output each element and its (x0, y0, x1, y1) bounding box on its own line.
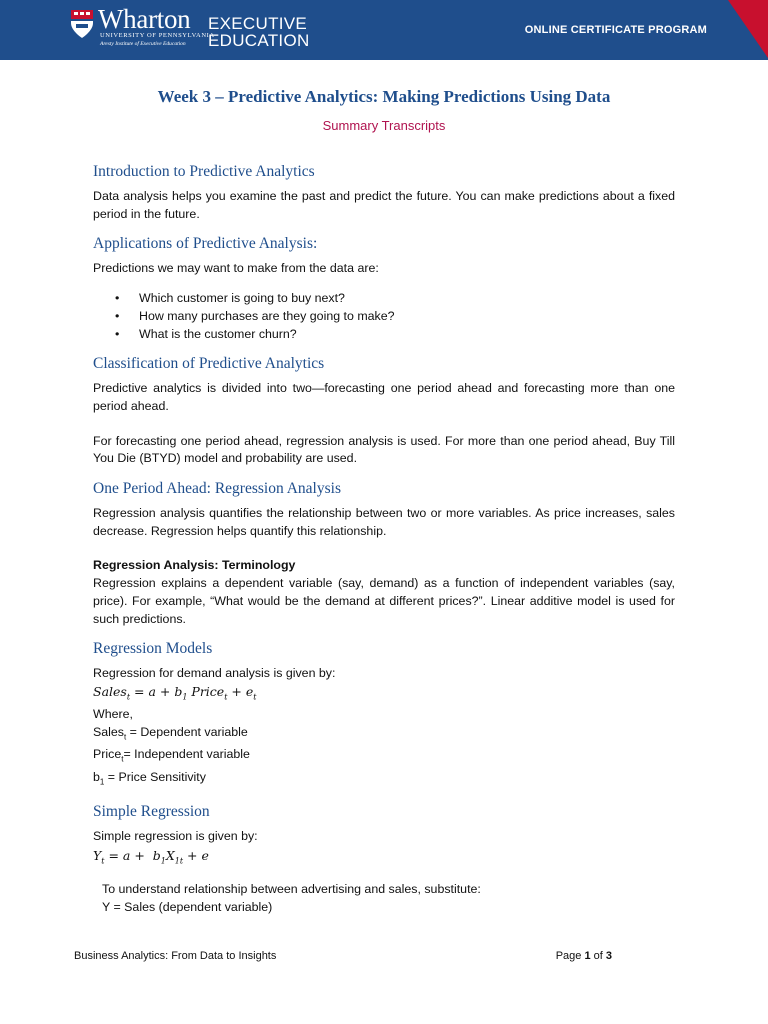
paragraph: Regression explains a dependent variable (say, demand) as a function of independent variables (say, price). For example, “What would be the demand at different prices?”. Linear additive model is used for such predictions. (93, 576, 675, 626)
section-models (93, 639, 675, 790)
paragraph: Predictive analytics is divided into two—forecasting one period ahead and forecasting more than one period ahead. (93, 381, 675, 413)
corner-accent (728, 0, 768, 58)
logo-university: UNIVERSITY OF PENNSYLVANIA (100, 32, 215, 39)
page-subtitle: Summary Transcripts (322, 118, 446, 133)
section-applications (93, 234, 675, 343)
page-title: Week 3 – Predictive Analytics: Making Predictions Using Data (157, 87, 611, 106)
paragraph: Regression analysis quantifies the relationship between two or more variables. As price increases, sales decrease. Regression helps quantify this relationship. (93, 506, 675, 538)
subheading: Regression Analysis: Terminology (93, 558, 296, 573)
page-number: Page 1 of 3 (555, 950, 612, 962)
bullet-list (93, 290, 675, 343)
section-heading: Regression Models (93, 640, 213, 658)
definition: Price$_t$= Independent variable (93, 747, 250, 764)
section-intro (93, 162, 675, 223)
section-one-period (93, 479, 675, 628)
section-heading: Applications of Predictive Analysis: (93, 235, 318, 253)
unit-line-2: EDUCATION (208, 31, 310, 50)
logo-institute: Aresty Institute of Executive Education (100, 41, 186, 47)
simple-formula: $Y_t = a + b_1X_{1t} + e$ (93, 848, 209, 866)
footer-course: Business Analytics: From Data to Insights (74, 950, 277, 962)
paragraph: To understand relationship between advertising and sales, substitute: (102, 881, 481, 896)
list-item: • How many purchases are they going to make? (139, 308, 675, 326)
program-label: ONLINE CERTIFICATE PROGRAM (524, 24, 707, 36)
section-classification (93, 354, 675, 468)
paragraph: Where, (93, 707, 133, 722)
paragraph: Y = Sales (dependent variable) (102, 899, 273, 914)
header-banner (0, 0, 768, 60)
list-item: • Which customer is going to buy next? (139, 290, 675, 308)
list-item: • What is the customer churn? (139, 326, 675, 344)
document-body (93, 162, 675, 927)
paragraph: Regression for demand analysis is given by: (93, 666, 336, 681)
demand-formula: Sales$_t$ = $a + b_1$ Price$_t$ + $e_t$ (93, 683, 257, 702)
paragraph: Predictions we may want to make from the data are: (93, 261, 379, 276)
section-heading: Introduction to Predictive Analytics (93, 163, 315, 180)
section-simple (93, 802, 675, 917)
paragraph: Simple regression is given by: (93, 828, 258, 843)
section-heading: Simple Regression (93, 802, 210, 820)
logo-wordmark: Wharton (98, 4, 191, 34)
section-heading: Classification of Predictive Analytics (93, 355, 325, 373)
paragraph: For forecasting one period ahead, regression analysis is used. For more than one period ahead, Buy Till You Die (BTYD) model and probability are used. (93, 433, 675, 466)
definition: $b_1$ = Price Sensitivity (93, 769, 206, 786)
unit-name (208, 15, 310, 49)
paragraph: Data analysis helps you examine the past and predict the future. You can make predictions about a fixed period in the future. (93, 189, 675, 221)
definition: Sales$_t$ = Dependent variable (93, 725, 248, 742)
unit-line-1: EXECUTIVE (208, 14, 308, 33)
section-heading: One Period Ahead: Regression Analysis (93, 480, 341, 498)
penn-shield-icon (70, 9, 94, 39)
